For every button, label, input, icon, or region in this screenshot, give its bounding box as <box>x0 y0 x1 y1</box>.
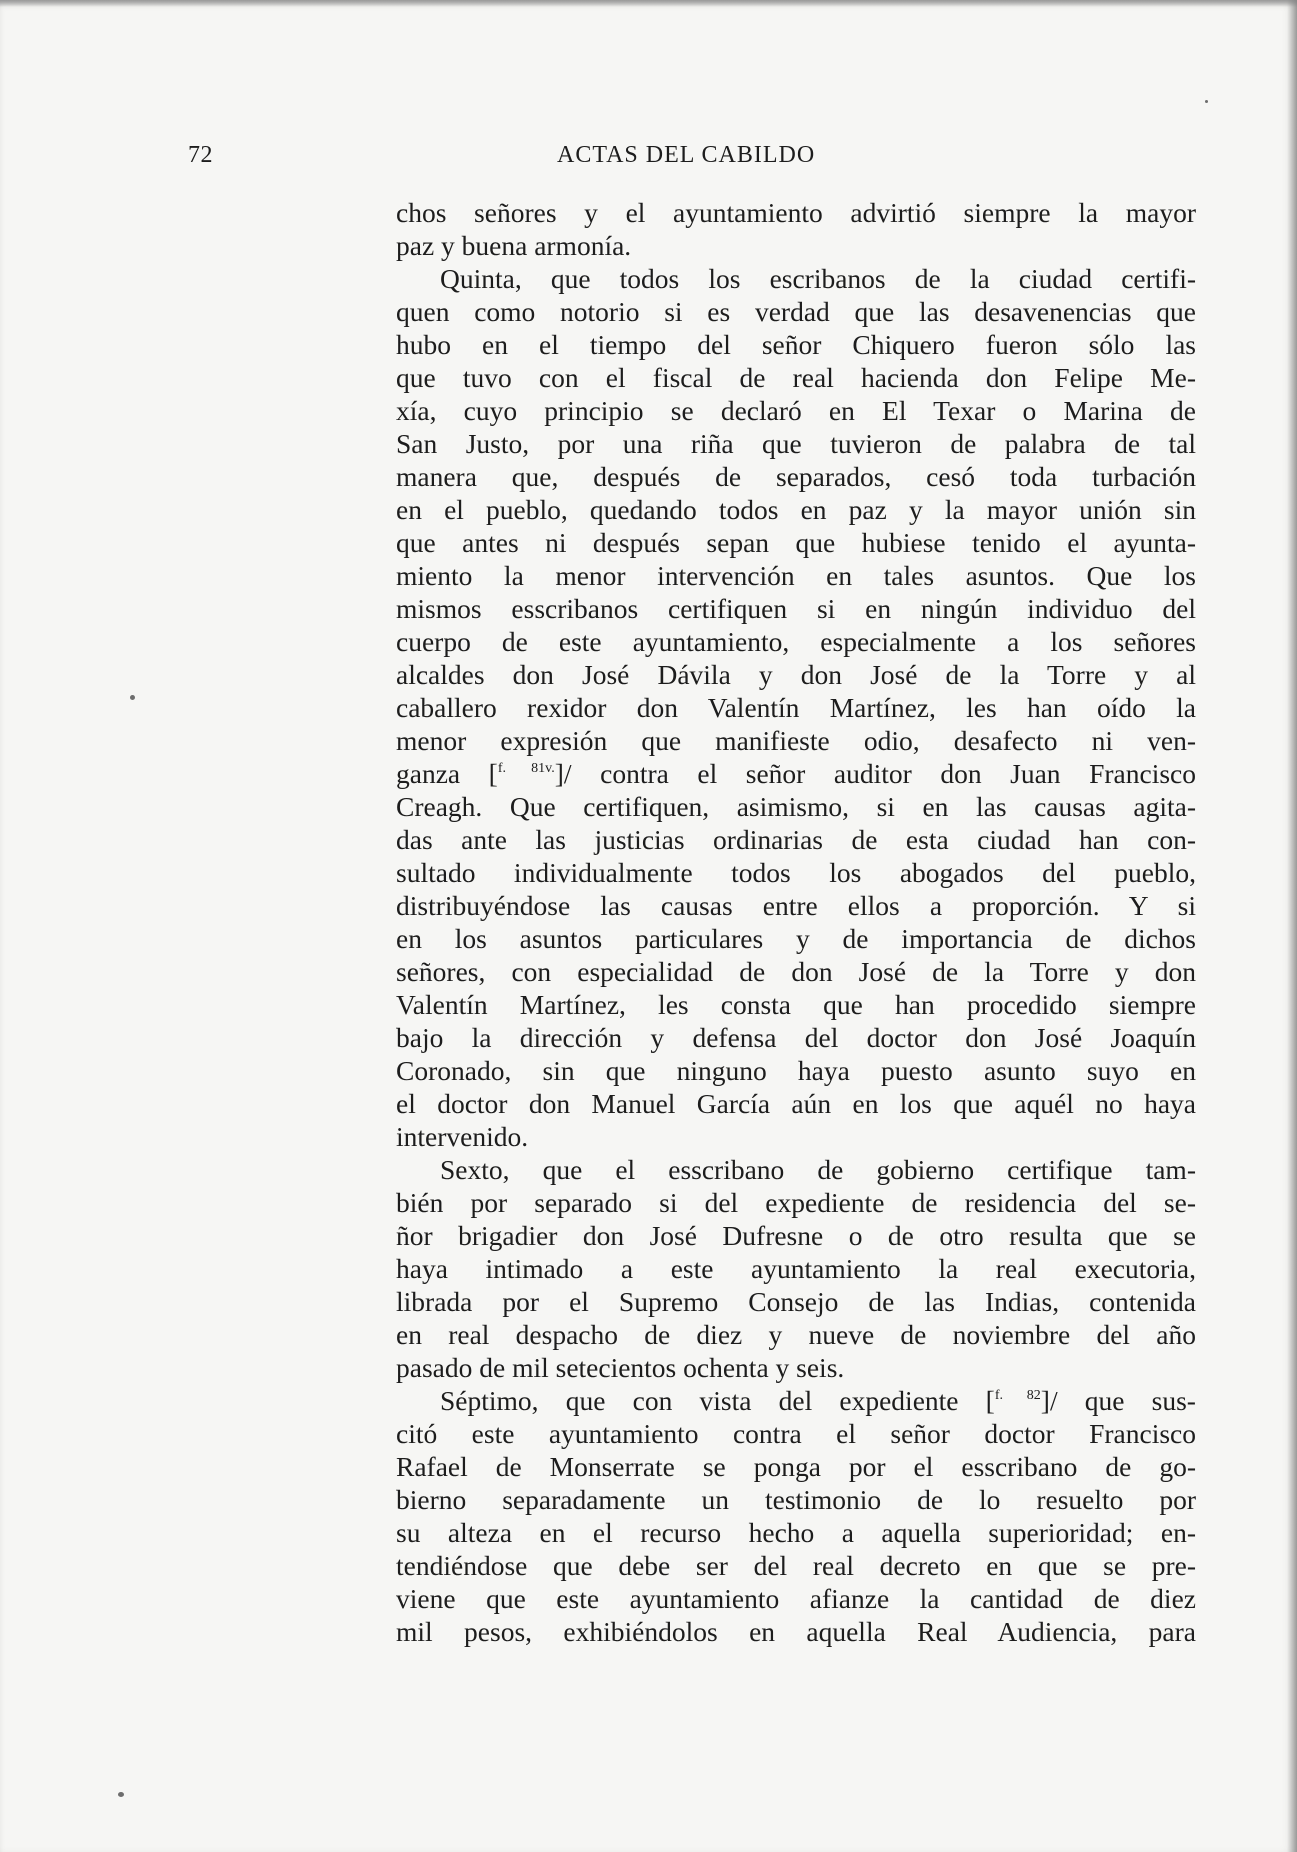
text-line: en los asuntos particulares y de importancia de dichos <box>396 923 1196 954</box>
text-line: bién por separado si del expediente de residencia del se- <box>396 1187 1196 1218</box>
text-line: viene que este ayuntamiento afianze la cantidad de diez <box>396 1583 1196 1614</box>
text-line <box>396 757 1196 790</box>
text-line: sultado individualmente todos los abogados del pueblo, <box>396 857 1196 888</box>
body-text <box>396 196 1196 1648</box>
text-line: el doctor don Manuel García aún en los que aquél no haya <box>396 1088 1196 1119</box>
text-segment: ganza [ <box>396 758 498 789</box>
text-line: Valentín Martínez, les consta que han procedido siempre <box>396 989 1196 1020</box>
text-line: su alteza en el recurso hecho a aquella superioridad; en- <box>396 1517 1196 1548</box>
folio-reference: f. 81v. <box>497 761 555 776</box>
text-line: hubo en el tiempo del señor Chiquero fueron sólo las <box>396 329 1196 360</box>
text-line: distribuyéndose las causas entre ellos a proporción. Y si <box>396 890 1196 921</box>
running-title: ACTAS DEL CABILDO <box>557 142 816 168</box>
text-line: Sexto, que el esscribano de gobierno certifique tam- <box>440 1154 1196 1185</box>
text-line: mil pesos, exhibiéndolos en aquella Real Audiencia, para <box>396 1616 1196 1647</box>
text-line: Quinta, que todos los escribanos de la ciudad certifi- <box>440 263 1196 294</box>
text-line: alcaldes don José Dávila y don José de la Torre y al <box>396 659 1196 690</box>
text-line: haya intimado a este ayuntamiento la real executoria, <box>396 1253 1196 1284</box>
text-line: manera que, después de separados, cesó toda turbación <box>396 461 1196 492</box>
text-segment: Séptimo, que con vista del expediente [ <box>440 1385 995 1416</box>
text-line: citó este ayuntamiento contra el señor doctor Francisco <box>396 1418 1196 1449</box>
text-line: Creagh. Que certifiquen, asimismo, si en las causas agita- <box>396 791 1196 822</box>
text-line: señores, con especialidad de don José de la Torre y don <box>396 956 1196 987</box>
dust-speck <box>118 1792 124 1797</box>
text-line: miento la menor intervención en tales asuntos. Que los <box>396 560 1196 591</box>
text-line: San Justo, por una riña que tuvieron de palabra de tal <box>396 428 1196 459</box>
text-line: Rafael de Monserrate se ponga por el esscribano de go- <box>396 1451 1196 1482</box>
text-line: bajo la dirección y defensa del doctor don José Joaquín <box>396 1022 1196 1053</box>
dust-speck <box>130 695 135 700</box>
text-segment: ]/ contra el señor auditor don Juan Francisco <box>554 758 1196 789</box>
text-line: menor expresión que manifieste odio, desafecto ni ven- <box>396 725 1196 756</box>
text-line: chos señores y el ayuntamiento advirtió siempre la mayor <box>396 197 1196 228</box>
text-line: librada por el Supremo Consejo de las Indias, contenida <box>396 1286 1196 1317</box>
text-line: paz y buena armonía. <box>396 230 632 261</box>
text-line: bierno separadamente un testimonio de lo resuelto por <box>396 1484 1196 1515</box>
folio-reference: f. 82 <box>994 1388 1041 1403</box>
text-line: quen como notorio si es verdad que las desavenencias que <box>396 296 1196 327</box>
text-line: en real despacho de diez y nueve de noviembre del año <box>396 1319 1196 1350</box>
page-top-edge-shadow <box>0 0 1297 7</box>
page-number: 72 <box>188 142 213 168</box>
dust-speck <box>1205 100 1208 103</box>
text-line: intervenido. <box>396 1121 529 1152</box>
text-line: tendiéndose que debe ser del real decreto en que se pre- <box>396 1550 1196 1581</box>
text-line: pasado de mil setecientos ochenta y seis. <box>396 1352 845 1383</box>
text-line: Coronado, sin que ninguno haya puesto asunto suyo en <box>396 1055 1196 1086</box>
text-line: que antes ni después sepan que hubiese tenido el ayunta- <box>396 527 1196 558</box>
page-right-edge-shadow <box>1287 0 1297 1852</box>
text-line: cuerpo de este ayuntamiento, especialmente a los señores <box>396 626 1196 657</box>
text-line: en el pueblo, quedando todos en paz y la mayor unión sin <box>396 494 1196 525</box>
text-line: ñor brigadier don José Dufresne o de otro resulta que se <box>396 1220 1196 1251</box>
text-segment: ]/ que sus- <box>1040 1385 1196 1416</box>
text-line: das ante las justicias ordinarias de esta ciudad han con- <box>396 824 1196 855</box>
text-line: xía, cuyo principio se declaró en El Texar o Marina de <box>396 395 1196 426</box>
text-line: mismos esscribanos certifiquen si en ningún individuo del <box>396 593 1196 624</box>
text-line: caballero rexidor don Valentín Martínez, les han oído la <box>396 692 1196 723</box>
text-line: que tuvo con el fiscal de real hacienda don Felipe Me- <box>396 362 1196 393</box>
text-line <box>396 1384 1196 1417</box>
